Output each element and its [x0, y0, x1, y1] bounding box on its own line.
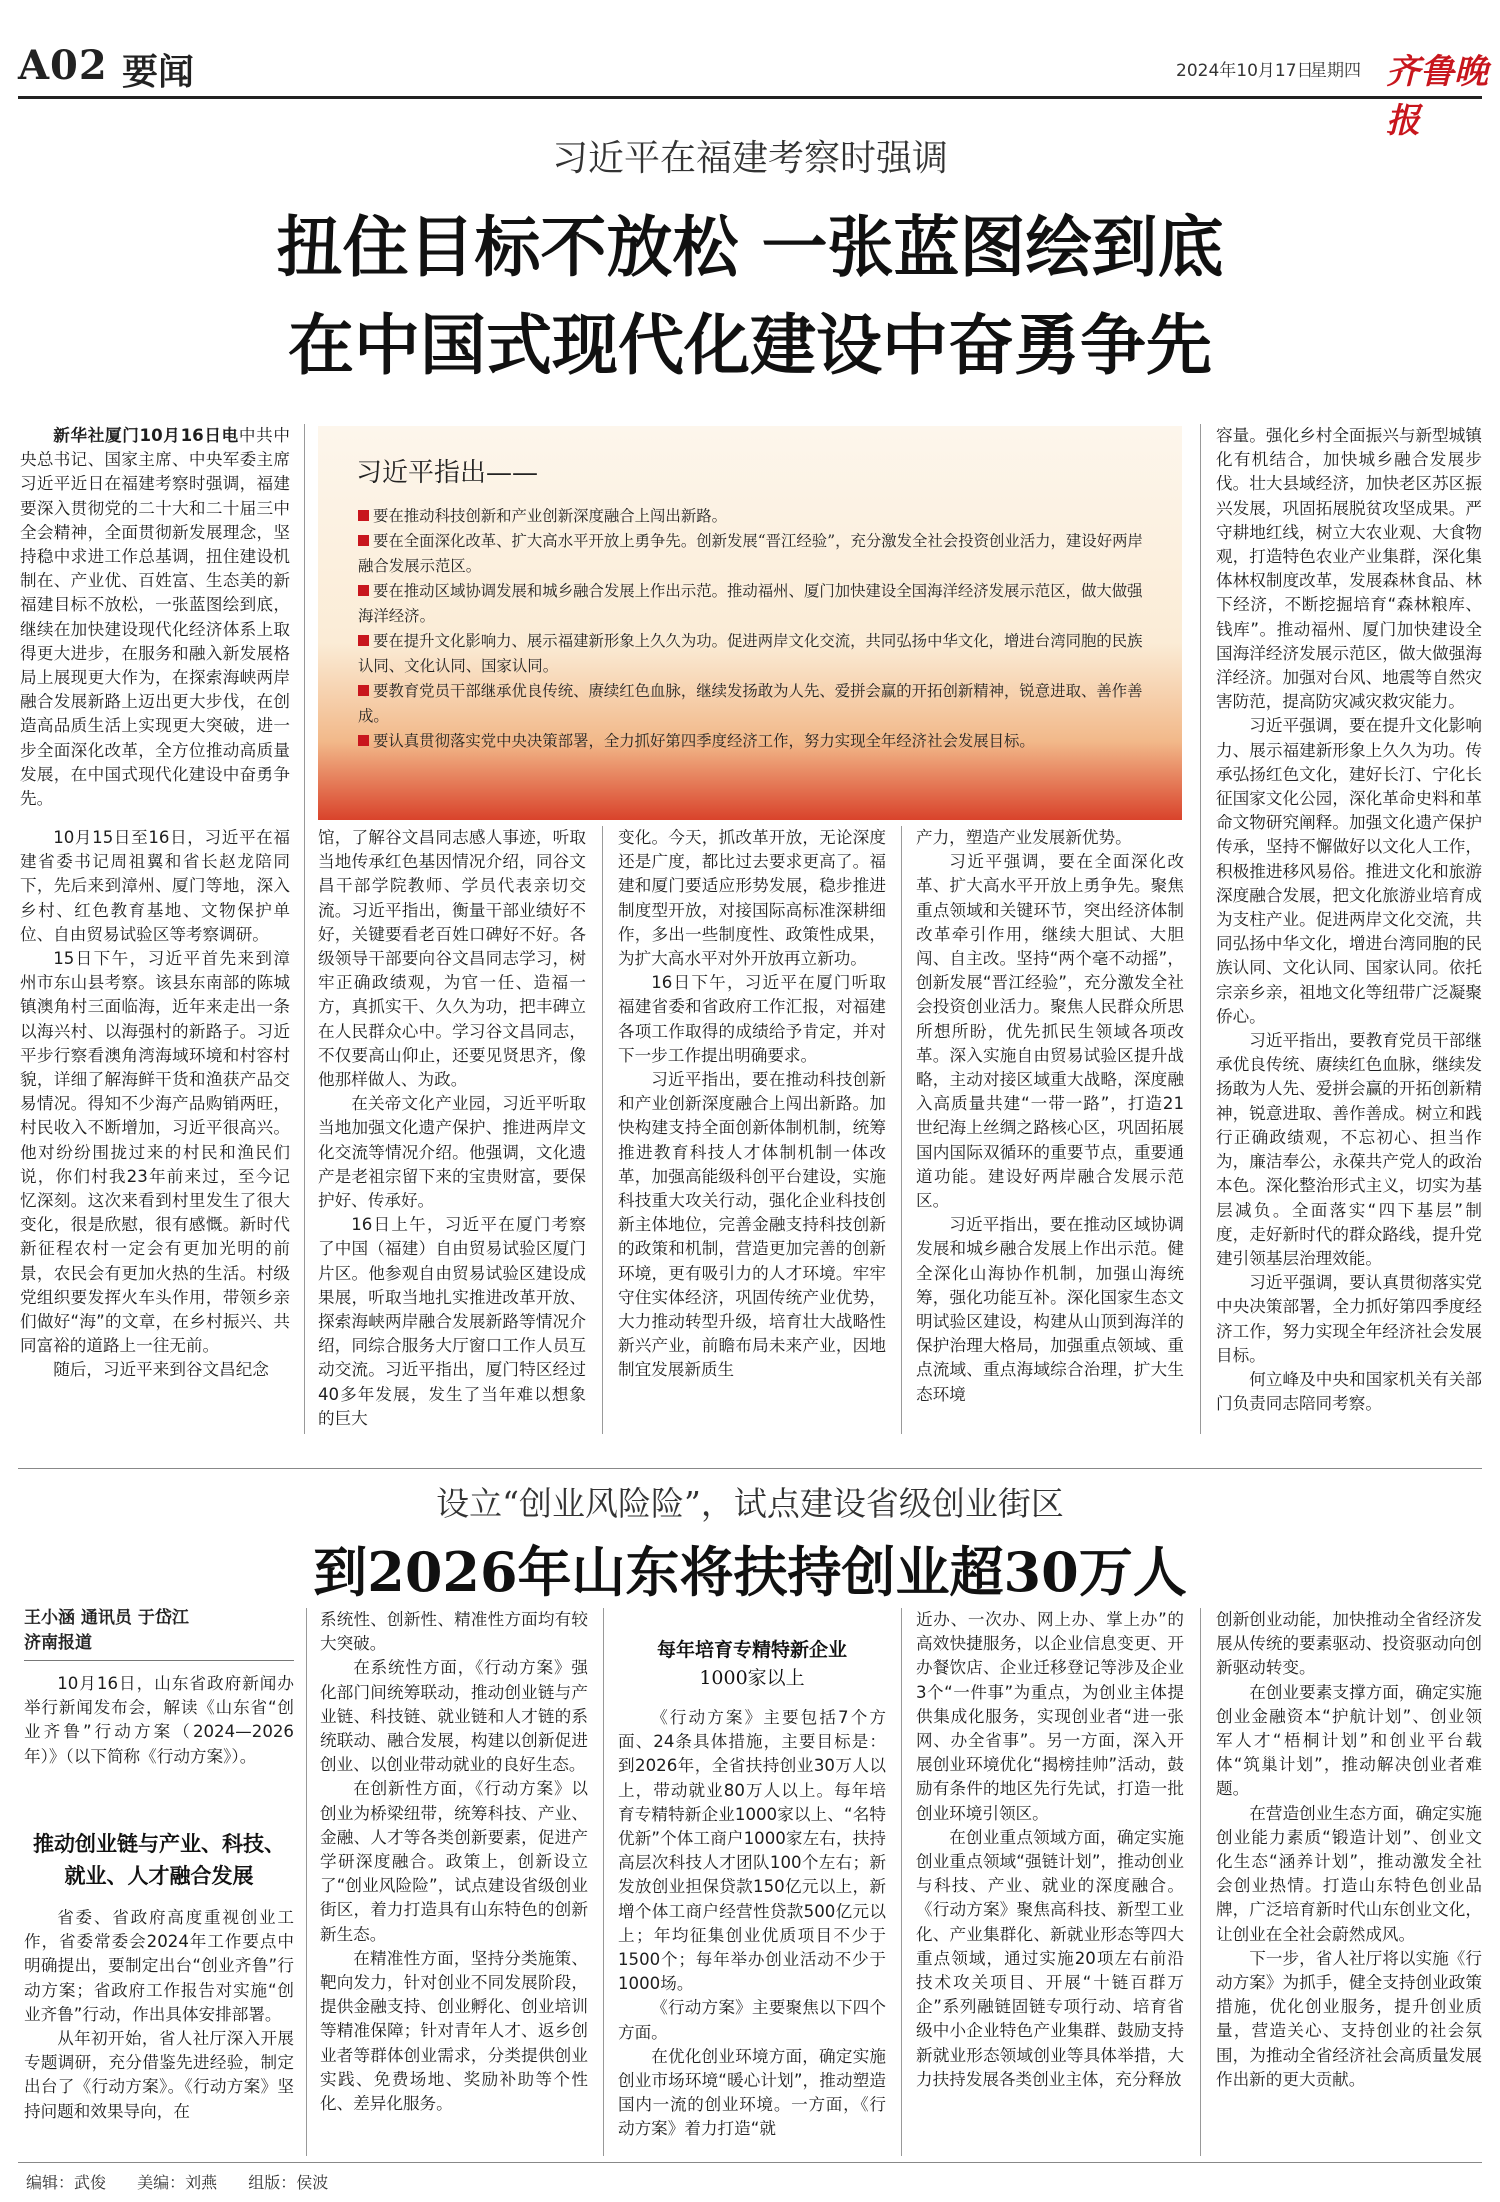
paragraph: 10月15日至16日，习近平在福建省委书记周祖翼和省长赵龙陪同下，先后来到漳州、厦门等地，深入乡村、红色教育基地、文物保护单位、自由贸易试验区等考察调研。	[20, 828, 290, 944]
paragraph: 在创新性方面，《行动方案》以创业为桥梁纽带，统筹科技、产业、金融、人才等各类创新要素，促进产学研深度融合。政策上，创新设立了“创业风险险”，试点建设省级创业街区，着力打造具有山东特色的创新新生态。	[320, 1779, 588, 1944]
story1-column-3	[618, 826, 886, 1434]
story1-lead-text: 中共中央总书记、国家主席、中央军委主席习近平近日在福建考察时强调，福建要深入贯彻党的二十大和二十届三中全会精神，全面贯彻新发展理念，坚持稳中求进工作总基调，扭住建设机制在、产业优、百姓富、生态美的新福建目标不放松，一张蓝图绘到底，继续在加快建设现代化经济体系上取得更大进步，在服务和融入新发展格局上展现更大作为，在探索海峡两岸融合发展新路上迈出更大步伐，在创造高品质生活上实现更大突破，进一步全面深化改革，全方位推动高质量发展，在中国式现代化建设中奋勇争先。	[20, 426, 290, 809]
quote-item: 要教育党员干部继承优良传统、赓续红色血脉，继续发扬敢为人先、爱拼会赢的开拓创新精神，锐意进取、善作善成。	[358, 682, 1143, 725]
paragraph: 习近平强调，要在提升文化影响力、展示福建新形象上久久为功。传承弘扬红色文化，建好长汀、宁化长征国家文化公园，深化革命史料和革命文物研究阐释。加强文化遗产保护传承，坚持不懈做好以文化人工作，积极推进移风易俗。推进文化和旅游深度融合发展，把文化旅游业培育成为支柱产业。促进两岸文化交流，共同弘扬中华文化，增进台湾同胞的民族认同、文化认同、国家认同。依托宗亲乡亲，祖地文化等纽带广泛凝聚侨心。	[1216, 716, 1482, 1026]
story2-column-3	[618, 1706, 886, 2156]
story2-subhead-1: 推动创业链与产业、科技、就业、人才融合发展	[33, 1831, 285, 1888]
column-divider	[306, 1608, 307, 2156]
paragraph: 容量。强化乡村全面振兴与新型城镇化有机结合，加快城乡融合发展步伐。壮大县域经济，加快老区苏区振兴发展，巩固拓展脱贫攻坚成果。严守耕地红线，树立大农业观、大食物观，打造特色农业产业集群，深化集体林权制度改革，发展森林食品、林下经济，不断挖掘培育“森林粮库、钱库”。推动福州、厦门加快建设全国海洋经济发展示范区，做大做强海洋经济。加强对台风、地震等自然灾害防范，提高防灾减灾救灾能力。	[1216, 426, 1482, 712]
story1-column-4	[916, 826, 1184, 1434]
red-square-icon	[358, 735, 369, 746]
red-square-icon	[358, 685, 369, 696]
story1-kicker: 习近平在福建考察时强调	[551, 138, 948, 179]
byline-rule	[24, 1660, 294, 1661]
paragraph: 习近平强调，要在全面深化改革、扩大高水平开放上勇争先。聚焦重点领域和关键环节，突出经济体制改革牵引作用，继续大胆试、大胆闯、自主改。坚持“两个毫不动摇”，创新发展“晋江经验”，充分激发全社会投资创业活力。聚焦人民群众所思所想所盼，优先抓民生领域各项改革。深入实施自由贸易试验区提升战略，主动对接区域重大战略，深度融入高质量共建“一带一路”，打造21世纪海上丝绸之路核心区，巩固拓展国内国际双循环的重要节点，重要通道功能。建设好两岸融合发展示范区。	[916, 852, 1184, 1211]
column-divider	[901, 1608, 902, 2156]
quote-item: 要在提升文化影响力、展示福建新形象上久久为功。促进两岸文化交流，共同弘扬中华文化，增进台湾同胞的民族认同、文化认同、国家认同。	[358, 632, 1143, 675]
paragraph: 下一步，省人社厅将以实施《行动方案》为抓手，健全支持创业政策措施，优化创业服务，提升创业质量，营造关心、支持创业的社会氛围，为推动全省经济社会高质量发展作出新的更大贡献。	[1216, 1948, 1482, 2089]
quote-item: 要认真贯彻落实党中央决策部署，全力抓好第四季度经济工作，努力实现全年经济社会发展目标。	[358, 729, 1154, 754]
paragraph: 16日上午，习近平在厦门考察了中国（福建）自由贸易试验区厦门片区。他参观自由贸易试验区建设成果展，听取当地扎实推进改革开放、探索海峡两岸融合发展新路等情况介绍，同综合服务大厅窗口工作人员互动交流。习近平指出，厦门特区经过40多年发展，发生了当年难以想象的巨大	[318, 1215, 586, 1428]
quote-box-title: 习近平指出——	[356, 458, 539, 488]
story2-column-4	[916, 1608, 1184, 2156]
paragraph: 何立峰及中央和国家机关有关部门负责同志陪同考察。	[1216, 1369, 1482, 1414]
paragraph: 在优化创业环境方面，确定实施创业市场环境“暖心计划”，推动塑造国内一流的创业环境。一方面，《行动方案》着力打造“就	[618, 2046, 886, 2139]
story2-column-1-top	[24, 1672, 294, 1820]
quote-item: 要在推动科技创新和产业创新深度融合上闯出新路。	[358, 504, 1154, 529]
section-name: 要闻	[122, 51, 195, 93]
story1-column-2	[318, 826, 586, 1434]
story1-headline-line1: 扭住目标不放松 一张蓝图绘到底	[276, 208, 1224, 286]
story1-headline-line2: 在中国式现代化建设中奋勇争先	[288, 306, 1212, 384]
column-divider	[1200, 1608, 1201, 2156]
paragraph: 习近平指出，要在推动区域协调发展和城乡融合发展上作出示范。健全深化山海协作机制，加强山海统筹，强化功能互补。深化国家生态文明试验区建设，构建从山顶到海洋的保护治理大格局，加强重点领域、重点流域、重点海域综合治理，扩大生态环境	[916, 1215, 1184, 1404]
layout-credit: 组版：侯波	[248, 2173, 329, 2192]
paragraph: 省委、省政府高度重视创业工作，省委常委会2024年工作要点中明确提出，要制定出台“创业齐鲁”行动方案；省政府工作报告对实施“创业齐鲁”行动，作出具体安排部署。	[24, 1908, 294, 2024]
red-square-icon	[358, 585, 369, 596]
paragraph: 习近平强调，要认真贯彻落实党中央决策部署，全力抓好第四季度经济工作，努力实现全年经济社会发展目标。	[1216, 1273, 1482, 1365]
paragraph: 在创业重点领域方面，确定实施创业重点领域“强链计划”，推动创业与科技、产业、就业的深度融合。《行动方案》聚焦高科技、新型工业化、产业集群化、新就业形态等四大重点领域，通过实施20项左右前沿技术攻关项目、开展“十链百群万企”系列融链固链专项行动、培育省级中小企业特色产业集群、鼓励支持新就业形态领域创业等具体举措，大力扶持发展各类创业主体，充分释放	[916, 1827, 1184, 2089]
quote-item: 要在推动区域协调发展和城乡融合发展上作出示范。推动福州、厦门加快建设全国海洋经济发展示范区，做大做强海洋经济。	[358, 582, 1143, 625]
paragraph: 从年初开始，省人社厅深入开展专题调研，充分借鉴先进经验，制定出台了《行动方案》。《行动方案》坚持问题和效果导向，在	[24, 2029, 294, 2121]
story1-column-5	[1216, 424, 1482, 1434]
paragraph: 产力，塑造产业发展新优势。	[916, 828, 1132, 847]
story2-column-2	[320, 1608, 588, 2156]
quote-box-items	[358, 504, 1154, 754]
red-square-icon	[358, 535, 369, 546]
quote-item: 要在全面深化改革、扩大高水平开放上勇争先。创新发展“晋江经验”，充分激发全社会投资创业活力，建设好两岸融合发展示范区。	[358, 532, 1143, 575]
editor-credit: 编辑：武俊	[26, 2173, 107, 2192]
paragraph: 近办、一次办、网上办、掌上办”的高效快捷服务，以企业信息变更、开办餐饮店、企业迁移登记等涉及企业3个“一件事”为重点，为创业主体提供集成化服务，实现创业者“进一张网、办全省事”。另一方面，深入开展创业环境优化“揭榜挂帅”活动，鼓励有条件的地区先行先试，打造一批创业环境引领区。	[916, 1610, 1184, 1823]
paragraph: 10月16日，山东省政府新闻办举行新闻发布会，解读《山东省“创业齐鲁”行动方案（2024—2026年）》（以下简称《行动方案》）。	[24, 1674, 294, 1766]
issue-date: 2024年10月17日	[1176, 61, 1314, 81]
red-square-icon	[358, 510, 369, 521]
designer-credit: 美编：刘燕	[137, 2173, 218, 2192]
paragraph: 创新创业动能，加快推动全省经济发展从传统的要素驱动、投资驱动向创新驱动转变。	[1216, 1610, 1482, 1678]
story2-byline: 王小涵 通讯员 于岱江 济南报道	[24, 1608, 189, 1653]
story2-column-5	[1216, 1608, 1482, 2156]
story2-column-1-bottom	[24, 1906, 294, 2156]
paragraph: 随后，习近平来到谷文昌纪念	[53, 1360, 269, 1380]
story1-column-1-bottom	[20, 826, 290, 1434]
page-code: A02	[18, 42, 108, 89]
story2-subhead-2: 每年培育专精特新企业 1000家以上	[656, 1639, 847, 1689]
paragraph: 《行动方案》主要包括7个方面、24条具体措施，主要目标是：到2026年，全省扶持创业30万人以上，带动就业80万人以上。每年培育专精特新企业1000家以上、“名特优新”个体工商户1000家左右，扶持高层次科技人才团队100个左右；新发放创业担保贷款150亿元以上，新增个体工商户经营性贷款500亿元以上；年均征集创业优质项目不少于1500个；每年举办创业活动不少于1000场。	[618, 1708, 886, 1994]
column-divider	[304, 424, 305, 1434]
paragraph: 在营造创业生态方面，确定实施创业能力素质“锻造计划”、创业文化生态“涵养计划”，推动激发全社会创业热情。打造山东特色创业品牌，广泛培育新时代山东创业文化，让创业在全社会蔚然成风。	[1216, 1803, 1482, 1944]
paragraph: 《行动方案》主要聚焦以下四个方面。	[618, 1998, 886, 2042]
column-divider	[1200, 424, 1201, 1434]
paragraph: 15日下午，习近平首先来到漳州市东山县考察。该县东南部的陈城镇澳角村三面临海，近年来走出一条以海兴村、以海强村的新路子。习近平步行察看澳角湾海域环境和村容村貌，详细了解海鲜干货和渔获产品交易情况。得知不少海产品购销两旺，村民收入不断增加，习近平很高兴。他对纷纷围拢过来的村民和渔民们说，你们村我23年前来过，至今记忆深刻。这次来看到村里发生了很大变化，很是欣慰，很有感慨。新时代新征程农村一定会有更加光明的前景，农民会有更加火热的生活。村级党组织要发挥火车头作用，带领乡亲们做好“海”的文章，在乡村振兴、共同富裕的道路上一往无前。	[20, 949, 290, 1356]
red-square-icon	[358, 635, 369, 646]
paragraph: 在创业要素支撑方面，确定实施创业金融资本“护航计划”、创业领军人才“梧桐计划”和创业平台载体“筑巢计划”，推动解决创业者难题。	[1216, 1682, 1482, 1799]
paragraph: 变化。今天，抓改革开放，无论深度还是广度，都比过去要求更高了。福建和厦门要适应形势发展，稳步推进制度型开放，对接国际高标准深耕细作，多出一些制度性、政策性成果，为扩大高水平对外开放再立新功。	[618, 828, 886, 969]
paragraph: 系统性、创新性、精准性方面均有较大突破。	[320, 1610, 588, 1654]
footer-rule	[18, 2162, 1482, 2163]
paragraph: 在系统性方面，《行动方案》强化部门间统筹联动，推动创业链与产业链、科技链、就业链和人才链的系统联动、融合发展，构建以创新促进创业、以创业带动就业的良好生态。	[320, 1658, 588, 1775]
footer-credits	[26, 2170, 354, 2193]
issue-weekday: 星期四	[1310, 61, 1361, 81]
paragraph: 习近平指出，要在推动科技创新和产业创新深度融合上闯出新路。加快构建支持全面创新体制机制，统筹推进教育科技人才体制机制一体改革，加强高能级科创平台建设，实施科技重大攻关行动，强化企业科技创新主体地位，完善金融支持科技创新的政策和机制，营造更加完善的创新环境，更有吸引力的人才环境。牢牢守住实体经济，巩固传统产业优势，大力推动转型升级，培育壮大战略性新兴产业，前瞻布局未来产业，因地制宜发展新质生	[618, 1070, 886, 1380]
story1-column-1-top	[20, 424, 290, 818]
newspaper-logo: 齐鲁晚报	[1386, 52, 1488, 141]
paragraph: 16日下午，习近平在厦门听取福建省委和省政府工作汇报，对福建各项工作取得的成绩给予肯定，并对下一步工作提出明确要求。	[618, 973, 886, 1065]
column-divider	[602, 826, 603, 1434]
story2-headline: 到2026年山东将扶持创业超30万人	[313, 1540, 1187, 1604]
paragraph: 在精准性方面，坚持分类施策、靶向发力，针对创业不同发展阶段，提供金融支持、创业孵化、创业培训等精准保障；针对青年人才、返乡创业者等群体创业需求，分类提供创业实践、免费场地、奖励补助等个性化、差异化服务。	[320, 1948, 588, 2114]
column-divider	[901, 826, 902, 1434]
section-rule	[18, 1468, 1482, 1469]
paragraph: 习近平指出，要教育党员干部继承优良传统、赓续红色血脉，继续发扬敢为人先、爱拼会赢的开拓创新精神，锐意进取、善作善成。树立和践行正确政绩观，不忘初心、担当作为，廉洁奉公，永葆共产党人的政治本色。深化整治形式主义，切实为基层减负。全面落实“四下基层”制度，走好新时代的群众路线，提升党建引领基层治理效能。	[1216, 1031, 1482, 1268]
header-rule	[18, 96, 1482, 99]
story2-kicker: 设立“创业风险险”，试点建设省级创业街区	[436, 1484, 1064, 1523]
story1-dateline: 新华社厦门10月16日电	[53, 426, 239, 445]
quote-box	[318, 426, 1182, 820]
paragraph: 在关帝文化产业园，习近平听取当地加强文化遗产保护、推进两岸文化交流等情况介绍。他强调，文化遗产是老祖宗留下来的宝贵财富，要保护好、传承好。	[318, 1094, 586, 1211]
paragraph: 馆，了解谷文昌同志感人事迹，听取当地传承红色基因情况介绍，同谷文昌干部学院教师、学员代表亲切交流。习近平指出，衡量干部业绩好不好，关键要看老百姓口碑好不好。各级领导干部要向谷文昌同志学习，树牢正确政绩观，为官一任、造福一方，真抓实干、久久为功，把丰碑立在人民群众心中。学习谷文昌同志，不仅要高山仰止，还要见贤思齐，像他那样做人、为政。	[318, 828, 586, 1090]
column-divider	[603, 1608, 604, 2156]
